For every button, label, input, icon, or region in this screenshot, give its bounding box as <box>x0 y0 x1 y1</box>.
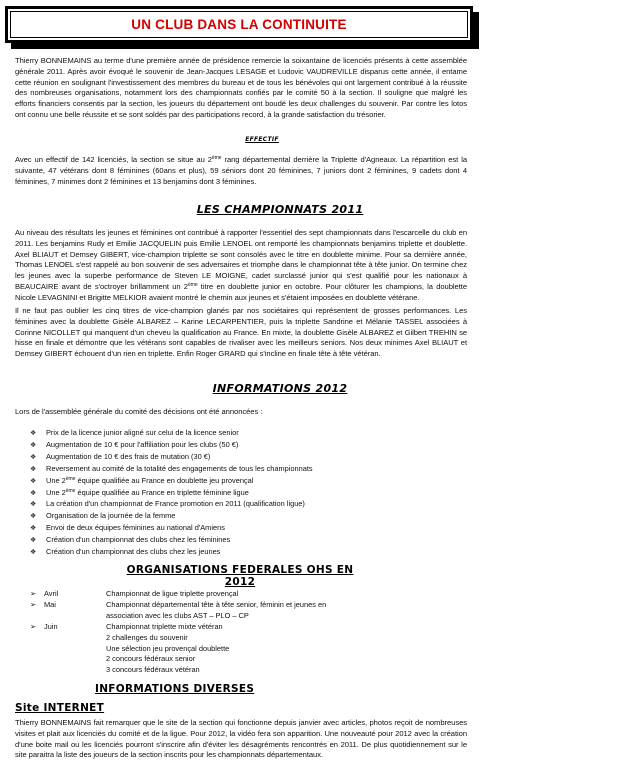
schedule-month: Avril <box>44 589 59 598</box>
diamond-bullet-icon: ❖ <box>30 513 37 521</box>
superscript: ème <box>211 155 222 161</box>
list-item <box>30 428 470 440</box>
list-item <box>30 452 470 464</box>
list-item-text: Création d'un championnat des clubs chez les jeunes <box>46 547 221 557</box>
informations-heading: INFORMATIONS 2012 <box>212 382 348 395</box>
list-item <box>30 464 470 476</box>
diamond-bullet-icon: ❖ <box>30 537 37 545</box>
item-rest: équipe qualifiée au France en doublette jeu provençal <box>75 475 254 485</box>
superscript: ème <box>65 487 76 494</box>
list-item-text: Envoi de deux équipes féminines au national d'Amiens <box>46 523 225 533</box>
site-internet-heading: Site INTERNET <box>15 702 105 714</box>
list-item-text: Prix de la licence junior aligné sur celui de la licence senior <box>46 428 239 437</box>
schedule-item: Championnat triplette mixte vétéran <box>106 621 223 631</box>
schedule-item: Championnat départemental tête à tête senior, féminin et jeunes en <box>106 599 327 609</box>
divers-heading: INFORMATIONS DIVERSES <box>95 683 255 695</box>
list-item <box>30 547 470 559</box>
list-item <box>30 476 470 488</box>
organisations-schedule <box>30 589 470 676</box>
champ-text-a: Au niveau des résultats les jeunes et féminines ont contribué à rapporter l'essentiel des sept championnats dans l'escarcelle du club en 2011. Les benjamins Rudy et Emilie JACQUELIN puis Emilie LENOEL ont remporté les championnats benjamins triplette et doublette. Axel BLIAUT et Demsey GIBERT, vice-champion triplette se sont consolés avec le titre en doublette minime. Pour sa dernière année, Thomas LENOEL s'est rappelé au bon souvenir de ses adversaires et triomphe dans le championnat tête à tête junior. On termine chez les jeunes avec la superbe performance de Steven LE MOIGNE, cadet surclassé junior qui s'est qualifié pour les nationaux à BEAUCAIRE avant de s'octroyer brillamment un 2 <box>15 228 467 291</box>
schedule-item: Une sélection jeu provençal doublette <box>106 643 230 653</box>
list-item <box>30 511 470 523</box>
effectif-text-b: rang départemental derrière la Triplette d'Agneaux. La répartition est la suivante, 47 vétérans dont 8 féminines (60ans et plus), 59 séniors dont 20 féminines, 7 juniors dont 2 féminines, 9 cadets dont 4 féminines, 7 minimes dont 2 féminines et 13 benjamins dont 3 féminines. <box>15 155 468 186</box>
informations-intro: Lors de l'assemblée générale du comité des décisions ont été annoncées : <box>15 407 263 416</box>
decisions-list <box>30 428 470 559</box>
list-item <box>30 523 470 535</box>
organisations-heading: ORGANISATIONS FEDERALES OHS EN 2012 <box>126 564 354 588</box>
list-item <box>30 535 470 547</box>
list-item <box>30 488 470 500</box>
diamond-bullet-icon: ❖ <box>30 430 37 437</box>
list-item-text: La création d'un championnat de France promotion en 2011 (qualification ligue) <box>46 499 305 509</box>
list-item-text: Organisation de la journée de la femme <box>46 511 176 521</box>
schedule-item: Championnat de ligue triplette provençal <box>106 589 239 598</box>
championnats-heading: LES CHAMPIONNATS 2011 <box>196 203 364 216</box>
schedule-item: 3 concours fédéraux vétéran <box>106 665 200 675</box>
effectif-paragraph <box>15 155 467 187</box>
schedule-items <box>106 589 470 600</box>
schedule-items <box>106 622 470 677</box>
list-item-text: Augmentation de 10 € des frais de mutation (30 €) <box>46 451 211 461</box>
diamond-bullet-icon: ❖ <box>30 501 37 509</box>
championnats-paragraph-2: Il ne faut pas oublier les cinq titres de vice-champion glanés par nos sociétaires qui représentent de grosses performances. Les féminines avec la doublette Gisèle ALBAREZ – Karine LECARPENTIER, puis la triplette Sandrine et Mélanie TASSEL associées à Corinne NICOLLET qui manquent d'un cheveu la qualification au France. En mixte, la doublette Gisèle ALBAREZ et Gilbert TREHIN se hisse en finale et démontre que les vétérans sont capables de rivaliser avec les meilleurs seniors. Nos deux minimes Axel BLIAUT et Demsey GIBERT échouent d'un rien en triplette. Enfin Roger GRARD qui s'incline en finale tête à tête vétéran. <box>15 306 467 359</box>
page-title: UN CLUB DANS LA CONTINUITE <box>131 17 347 32</box>
superscript: ème <box>187 281 198 288</box>
list-item <box>30 440 470 452</box>
schedule-item: 2 concours fédéraux senior <box>106 654 196 664</box>
banner-frame <box>5 6 473 43</box>
arrow-bullet-icon: ➢ <box>30 589 37 598</box>
diamond-bullet-icon: ❖ <box>30 549 37 557</box>
diamond-bullet-icon: ❖ <box>30 489 37 497</box>
schedule-month: Mai <box>44 599 56 609</box>
schedule-item: association avec les clubs AST – PLO – CP <box>106 610 249 620</box>
item-pre: Une 2 <box>46 475 66 485</box>
superscript: ème <box>65 475 76 482</box>
diamond-bullet-icon: ❖ <box>30 441 37 449</box>
diamond-bullet-icon: ❖ <box>30 477 37 485</box>
arrow-bullet-icon: ➢ <box>30 621 37 631</box>
list-item <box>30 499 470 511</box>
schedule-row <box>30 589 470 600</box>
list-item-text <box>46 488 249 499</box>
diamond-bullet-icon: ❖ <box>30 453 37 461</box>
banner-inner-frame <box>10 11 468 38</box>
schedule-row <box>30 600 470 622</box>
site-internet-paragraph: Thierry BONNEMAINS fait remarquer que le site de la section qui fonctionne depuis janvier avec articles, photos reçoit de nombreuses visites et plait aux licenciés du comité et de la ligue. Pour 2012, la vidéo fera son apparition. Une nouveauté pour 2012 avec la création d'une boite mail ou les licenciés pourront s'inscrire afin d'éviter les désagréments rencontrés en 2011. De plus quotidiennement sur le site paraitra la liste des joueurs de la section inscrits pour les championnats départementaux. <box>15 718 467 760</box>
schedule-month: Juin <box>44 621 58 631</box>
list-item-text <box>46 476 253 487</box>
diamond-bullet-icon: ❖ <box>30 465 37 473</box>
arrow-bullet-icon: ➢ <box>30 599 37 609</box>
item-rest: équipe qualifiée au France en triplette féminine ligue <box>75 487 249 497</box>
list-item-text: Création d'un championnat des clubs chez les féminines <box>46 535 231 545</box>
list-item-text: Reversement au comité de la totalité des engagements de tous les championnats <box>46 463 313 473</box>
intro-paragraph: Thierry BONNEMAINS au terme d'une première année de présidence remercie la soixantaine de licenciés présents à cette assemblée générale 2011. Après avoir évoqué le souvenir de Jean-Jacques LESAGE et Ludovic VAUDREVILLE disparus cette année, il entame cette réunion en soulignant l'investissement des membres du bureau et de tous les bénévoles qui ont largement contribué à la réussite des nombreuses organisations, notamment lors des championnats confiés par le comité 50 à la section. Il souligne que malgré les efforts financiers consentis par la section, les joueurs du département ont boudé les deux challenges du souvenir. Par contre les lotos ont connu une belle réussite et se sont soldés par des participations record, à la grande satisfaction du trésorier. <box>15 56 467 119</box>
schedule-items <box>106 600 470 622</box>
effectif-heading: EFFECTIF <box>245 136 279 143</box>
schedule-item: 2 challenges du souvenir <box>106 632 188 642</box>
diamond-bullet-icon: ❖ <box>30 525 37 533</box>
item-pre: Une 2 <box>46 487 66 497</box>
list-item-text: Augmentation de 10 € pour l'affiliation pour les clubs (50 €) <box>46 439 239 449</box>
title-banner <box>5 6 473 43</box>
schedule-row <box>30 622 470 677</box>
effectif-text-a: Avec un effectif de 142 licenciés, la section se situe au 2 <box>15 155 212 164</box>
champ-text-b: titre en doublette junior en octobre. Pour clôturer les champions, la doublette Nicole LEVAGNINI et Brigitte MELKIOR avaient montré le chemin aux jeunes et s'étaient imposées en doublette vétérane. <box>15 281 467 302</box>
championnats-paragraph-1 <box>15 228 467 304</box>
